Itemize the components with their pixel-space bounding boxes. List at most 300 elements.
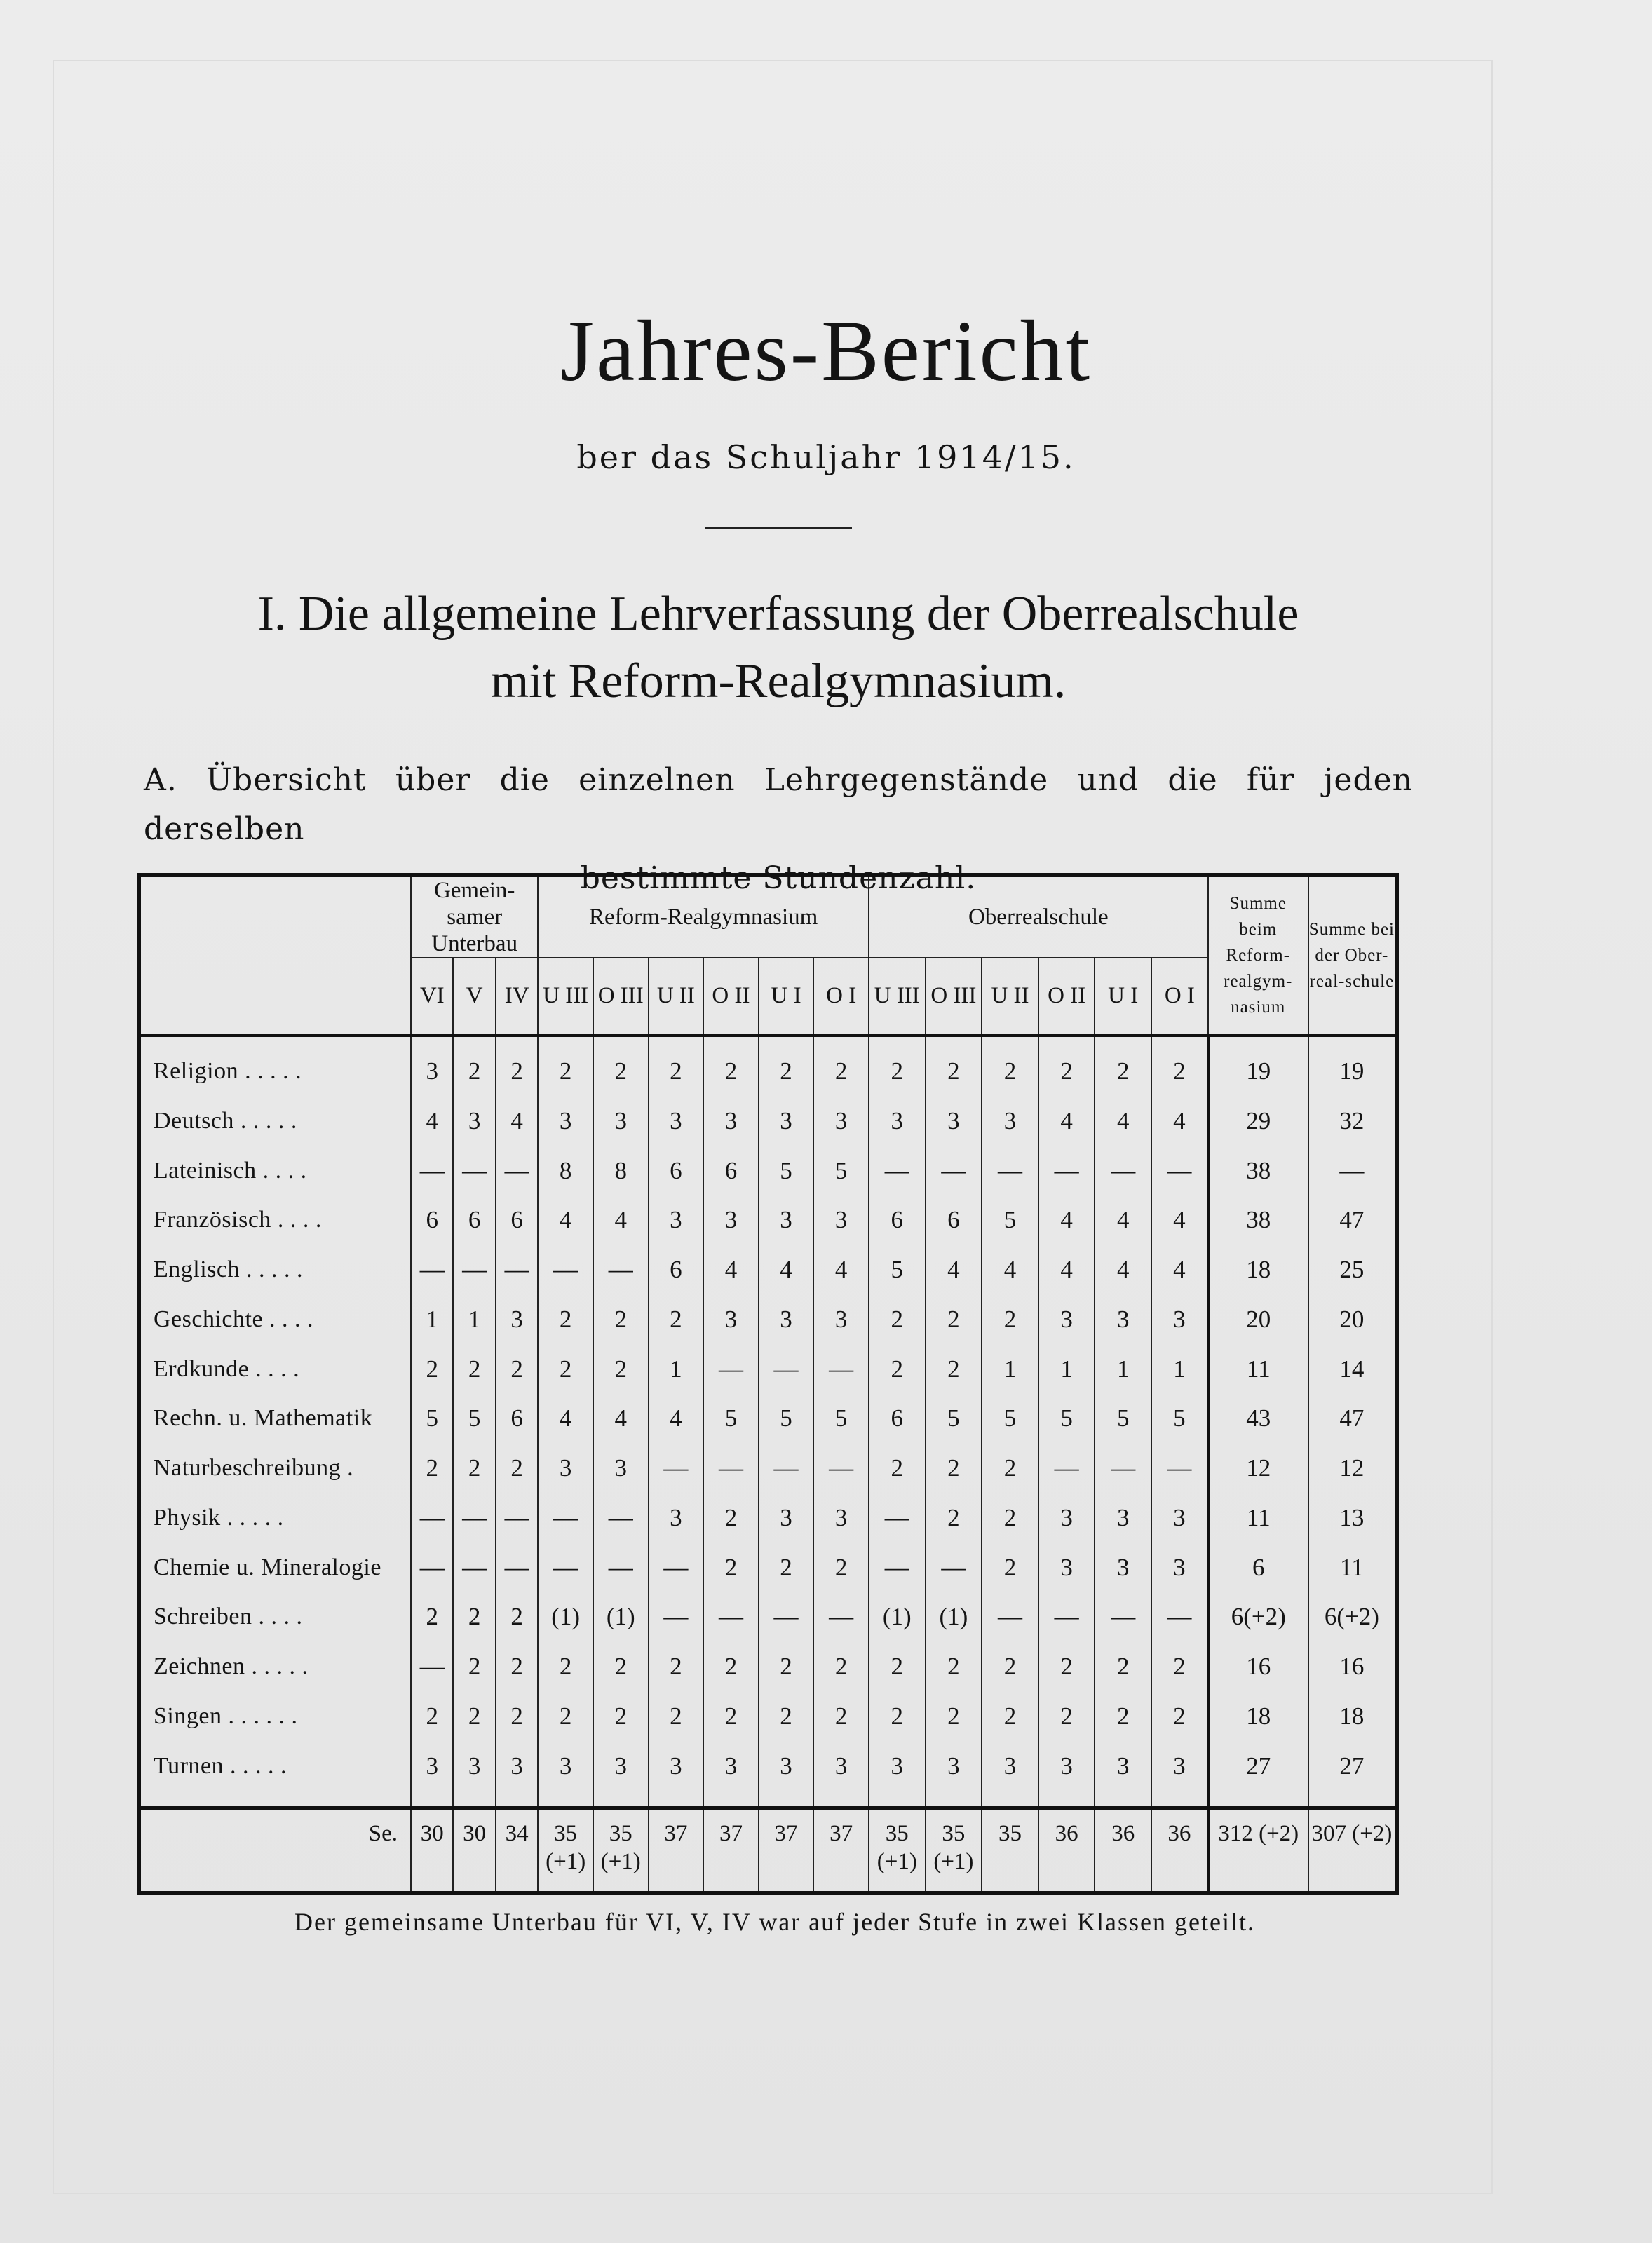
total-cell: 35 (+1) <box>593 1808 649 1893</box>
sum-reform-cell: 11 <box>1208 1344 1308 1394</box>
intro-line: bestimmte Stundenzahl. <box>580 860 977 896</box>
hours-cell: 4 <box>982 1245 1038 1295</box>
hours-cell: — <box>869 1146 926 1195</box>
sum-ober-cell: 6(+2) <box>1308 1592 1397 1642</box>
hours-cell: 2 <box>926 1344 982 1394</box>
total-label: Se. <box>139 1808 411 1893</box>
group-header-unterbau: Gemein-samer Unterbau <box>411 875 538 958</box>
sum-reform-cell: 38 <box>1208 1146 1308 1195</box>
hours-cell: — <box>1095 1146 1151 1195</box>
hours-cell: 2 <box>813 1642 869 1692</box>
hours-cell: 3 <box>813 1295 869 1345</box>
hours-cell: 2 <box>1038 1692 1095 1742</box>
hours-cell: 5 <box>926 1394 982 1444</box>
hours-cell: 3 <box>1095 1493 1151 1543</box>
hours-cell: 3 <box>649 1096 704 1146</box>
sum-ober-cell: 19 <box>1308 1035 1397 1096</box>
hours-cell: 3 <box>1151 1493 1208 1543</box>
document-title: Jahres-Bericht <box>560 303 1092 399</box>
hours-cell: — <box>453 1493 495 1543</box>
hours-cell: 4 <box>1038 1195 1095 1245</box>
hours-cell: — <box>1151 1146 1208 1195</box>
hours-cell: 3 <box>703 1096 759 1146</box>
hours-cell: 3 <box>453 1741 495 1808</box>
hours-cell: 2 <box>926 1295 982 1345</box>
hours-cell: 2 <box>411 1444 453 1493</box>
hours-cell: 3 <box>1095 1543 1151 1592</box>
hours-cell: — <box>411 1493 453 1543</box>
hours-cell: 2 <box>496 1444 538 1493</box>
hours-cell: 4 <box>593 1195 649 1245</box>
hours-cell: 2 <box>759 1642 814 1692</box>
subject-cell: Zeichnen . . . . . <box>139 1642 411 1692</box>
hours-cell: 6 <box>496 1195 538 1245</box>
hours-cell: 4 <box>1151 1245 1208 1295</box>
sum-ober-cell: 27 <box>1308 1741 1397 1808</box>
total-cell: 35 (+1) <box>538 1808 593 1893</box>
sum-reform-cell: 11 <box>1208 1493 1308 1543</box>
hours-cell: — <box>926 1543 982 1592</box>
hours-cell: 4 <box>1095 1096 1151 1146</box>
hours-cell: 5 <box>703 1394 759 1444</box>
hours-cell: 8 <box>538 1146 593 1195</box>
subject-cell: Chemie u. Mineralogie <box>139 1543 411 1592</box>
total-cell: 35 (+1) <box>869 1808 926 1893</box>
hours-cell: 2 <box>538 1692 593 1742</box>
sum-ober-header: Summe bei der Ober-real-schule <box>1308 875 1397 1035</box>
sum-reform-header: Summe beim Reform-realgym-nasium <box>1208 875 1308 1035</box>
hours-cell: — <box>1151 1444 1208 1493</box>
hours-cell: 5 <box>813 1146 869 1195</box>
hours-cell: 3 <box>926 1096 982 1146</box>
hours-cell: 2 <box>1095 1692 1151 1742</box>
hours-cell: — <box>649 1592 704 1642</box>
hours-cell: 4 <box>538 1394 593 1444</box>
table-row <box>139 1146 1397 1195</box>
hours-cell: 2 <box>453 1592 495 1642</box>
hours-cell: 2 <box>759 1035 814 1096</box>
hours-cell: 2 <box>496 1035 538 1096</box>
hours-cell: 3 <box>593 1444 649 1493</box>
hours-cell: 2 <box>538 1642 593 1692</box>
section-heading-line: I. Die allgemeine Lehrverfassung der Oberrealschule <box>257 587 1299 641</box>
hours-cell: 8 <box>593 1146 649 1195</box>
sum-reform-cell: 29 <box>1208 1096 1308 1146</box>
hours-cell: 2 <box>538 1344 593 1394</box>
hours-cell: 3 <box>1038 1543 1095 1592</box>
hours-cell: 2 <box>926 1493 982 1543</box>
hours-cell: 2 <box>411 1344 453 1394</box>
total-cell: 35 (+1) <box>926 1808 982 1893</box>
hours-cell: 2 <box>703 1692 759 1742</box>
sum-ober-cell: 25 <box>1308 1245 1397 1295</box>
hours-cell: — <box>869 1493 926 1543</box>
subject-cell: Deutsch . . . . . <box>139 1096 411 1146</box>
hours-cell: — <box>411 1642 453 1692</box>
hours-cell: 2 <box>813 1692 869 1742</box>
hours-cell: 2 <box>982 1444 1038 1493</box>
hours-cell: 2 <box>869 1642 926 1692</box>
hours-cell: 4 <box>1151 1096 1208 1146</box>
hours-cell: — <box>538 1493 593 1543</box>
total-sum-ober: 307 (+2) <box>1308 1808 1397 1893</box>
subject-cell: Religion . . . . . <box>139 1035 411 1096</box>
hours-cell: 6 <box>649 1245 704 1295</box>
hours-cell: 5 <box>982 1195 1038 1245</box>
section-heading <box>140 581 1416 715</box>
total-cell: 36 <box>1095 1808 1151 1893</box>
hours-cell: 3 <box>649 1741 704 1808</box>
hours-cell: 2 <box>813 1543 869 1592</box>
table-footnote: Der gemeinsame Unterbau für VI, V, IV war auf jeder Stufe in zwei Klassen geteilt. <box>294 1908 1255 1936</box>
hours-cell: 2 <box>1095 1035 1151 1096</box>
hours-cell: 3 <box>411 1741 453 1808</box>
hours-cell: 4 <box>649 1394 704 1444</box>
hours-cell: 3 <box>496 1295 538 1345</box>
column-header: U II <box>649 958 704 1035</box>
hours-cell: 3 <box>593 1096 649 1146</box>
hours-cell: — <box>926 1146 982 1195</box>
hours-cell: — <box>869 1543 926 1592</box>
hours-cell: 4 <box>1038 1096 1095 1146</box>
hours-cell: 3 <box>1038 1493 1095 1543</box>
hours-cell: 4 <box>1151 1195 1208 1245</box>
total-row <box>139 1808 1397 1893</box>
hours-cell: — <box>813 1444 869 1493</box>
hours-cell: — <box>496 1146 538 1195</box>
column-header: O III <box>593 958 649 1035</box>
hours-cell: 2 <box>649 1035 704 1096</box>
hours-cell: 5 <box>982 1394 1038 1444</box>
total-sum-reform: 312 (+2) <box>1208 1808 1308 1893</box>
hours-cell: 2 <box>982 1543 1038 1592</box>
hours-cell: — <box>496 1543 538 1592</box>
hours-cell: 3 <box>649 1195 704 1245</box>
hours-cell: 5 <box>759 1146 814 1195</box>
hours-cell: — <box>703 1592 759 1642</box>
hours-cell: 3 <box>1038 1741 1095 1808</box>
hours-cell: 2 <box>1151 1035 1208 1096</box>
hours-cell: 2 <box>982 1295 1038 1345</box>
hours-cell: — <box>813 1344 869 1394</box>
sum-reform-cell: 18 <box>1208 1245 1308 1295</box>
hours-cell: 2 <box>593 1692 649 1742</box>
sum-ober-cell: — <box>1308 1146 1397 1195</box>
hours-cell: 3 <box>703 1195 759 1245</box>
hours-cell: 3 <box>538 1096 593 1146</box>
subject-cell: Rechn. u. Mathematik <box>139 1394 411 1444</box>
table-row <box>139 1035 1397 1096</box>
sum-reform-cell: 19 <box>1208 1035 1308 1096</box>
hours-cell: — <box>496 1493 538 1543</box>
column-header: O II <box>703 958 759 1035</box>
hours-cell: 4 <box>1095 1195 1151 1245</box>
hours-cell: (1) <box>593 1592 649 1642</box>
hours-cell: 3 <box>759 1493 814 1543</box>
hours-cell: 2 <box>982 1642 1038 1692</box>
hours-cell: 2 <box>759 1692 814 1742</box>
hours-cell: 3 <box>1095 1741 1151 1808</box>
hours-cell: — <box>649 1444 704 1493</box>
hours-cell: — <box>982 1146 1038 1195</box>
hours-cell: — <box>982 1592 1038 1642</box>
table-row <box>139 1493 1397 1543</box>
sum-ober-cell: 13 <box>1308 1493 1397 1543</box>
document-subtitle: ber das Schuljahr 1914/15. <box>576 438 1076 476</box>
hours-cell: 2 <box>649 1295 704 1345</box>
hours-cell: 6 <box>649 1146 704 1195</box>
hours-cell: 3 <box>538 1741 593 1808</box>
hours-cell: — <box>593 1493 649 1543</box>
subject-cell: Erdkunde . . . . <box>139 1344 411 1394</box>
sum-reform-cell: 12 <box>1208 1444 1308 1493</box>
sum-reform-cell: 20 <box>1208 1295 1308 1345</box>
hours-cell: 2 <box>813 1035 869 1096</box>
hours-cell: 2 <box>1151 1642 1208 1692</box>
hours-cell: 2 <box>593 1344 649 1394</box>
hours-cell: — <box>759 1344 814 1394</box>
hours-cell: — <box>453 1245 495 1295</box>
hours-cell: 5 <box>1038 1394 1095 1444</box>
section-heading-line: mit Reform-Realgymnasium. <box>490 654 1067 708</box>
hours-cell: 5 <box>1151 1394 1208 1444</box>
hours-cell: — <box>538 1543 593 1592</box>
hours-cell: 4 <box>593 1394 649 1444</box>
sum-ober-cell: 12 <box>1308 1444 1397 1493</box>
hours-cell: 1 <box>411 1295 453 1345</box>
hours-cell: 4 <box>759 1245 814 1295</box>
hours-cell: 3 <box>496 1741 538 1808</box>
hours-cell: — <box>593 1543 649 1592</box>
hours-cell: 3 <box>1038 1295 1095 1345</box>
total-cell: 37 <box>759 1808 814 1893</box>
hours-cell: 3 <box>869 1741 926 1808</box>
hours-cell: — <box>703 1444 759 1493</box>
hours-cell: 2 <box>453 1692 495 1742</box>
hours-cell: 2 <box>703 1642 759 1692</box>
subject-cell: Physik . . . . . <box>139 1493 411 1543</box>
column-header: U I <box>1095 958 1151 1035</box>
hours-cell: 2 <box>593 1642 649 1692</box>
hours-cell: 2 <box>1095 1642 1151 1692</box>
hours-cell: 2 <box>926 1642 982 1692</box>
hours-cell: 3 <box>759 1295 814 1345</box>
subject-cell: Französisch . . . . <box>139 1195 411 1245</box>
hours-cell: 2 <box>926 1035 982 1096</box>
hours-cell: 5 <box>1095 1394 1151 1444</box>
sum-ober-cell: 47 <box>1308 1394 1397 1444</box>
hours-cell: 2 <box>453 1642 495 1692</box>
hours-cell: 5 <box>813 1394 869 1444</box>
hours-cell: 4 <box>703 1245 759 1295</box>
subject-cell: Englisch . . . . . <box>139 1245 411 1295</box>
total-cell: 30 <box>411 1808 453 1893</box>
total-cell: 35 <box>982 1808 1038 1893</box>
hours-cell: 2 <box>538 1035 593 1096</box>
group-header-oberrealschule: Oberrealschule <box>869 875 1208 958</box>
column-header: O I <box>1151 958 1208 1035</box>
hours-cell: 3 <box>759 1096 814 1146</box>
subject-cell: Lateinisch . . . . <box>139 1146 411 1195</box>
table-row <box>139 1692 1397 1742</box>
sum-reform-cell: 27 <box>1208 1741 1308 1808</box>
hours-cell: 2 <box>453 1035 495 1096</box>
hours-cell: 2 <box>453 1444 495 1493</box>
hours-cell: 1 <box>1038 1344 1095 1394</box>
hours-cell: 2 <box>496 1692 538 1742</box>
hours-cell: 6 <box>703 1146 759 1195</box>
hours-cell: 3 <box>1151 1543 1208 1592</box>
table-row <box>139 1295 1397 1345</box>
hours-cell: — <box>453 1543 495 1592</box>
sum-reform-cell: 43 <box>1208 1394 1308 1444</box>
hours-cell: 3 <box>411 1035 453 1096</box>
subject-cell: Singen . . . . . . <box>139 1692 411 1742</box>
column-header: O II <box>1038 958 1095 1035</box>
column-header: U II <box>982 958 1038 1035</box>
total-cell: 36 <box>1151 1808 1208 1893</box>
table-row <box>139 1394 1397 1444</box>
hours-cell: 4 <box>411 1096 453 1146</box>
column-header: U I <box>759 958 814 1035</box>
hours-cell: — <box>593 1245 649 1295</box>
hours-cell: (1) <box>538 1592 593 1642</box>
hours-cell: 6 <box>453 1195 495 1245</box>
hours-cell: 2 <box>453 1344 495 1394</box>
hours-cell: 6 <box>869 1195 926 1245</box>
column-header: V <box>453 958 495 1035</box>
table-row <box>139 1245 1397 1295</box>
hours-cell: — <box>759 1592 814 1642</box>
hours-cell: 2 <box>703 1493 759 1543</box>
hours-cell: 3 <box>813 1493 869 1543</box>
hours-cell: 4 <box>496 1096 538 1146</box>
hours-cell: — <box>411 1245 453 1295</box>
total-cell: 30 <box>453 1808 495 1893</box>
total-cell: 37 <box>703 1808 759 1893</box>
hours-cell: 2 <box>496 1592 538 1642</box>
column-header: U III <box>869 958 926 1035</box>
hours-cell: — <box>1095 1592 1151 1642</box>
hours-cell: 5 <box>759 1394 814 1444</box>
hours-cell: 5 <box>411 1394 453 1444</box>
hours-cell: — <box>1095 1444 1151 1493</box>
hours-cell: 2 <box>869 1035 926 1096</box>
sum-ober-cell: 14 <box>1308 1344 1397 1394</box>
hours-cell: 2 <box>869 1295 926 1345</box>
hours-cell: 3 <box>703 1295 759 1345</box>
hours-cell: 2 <box>982 1035 1038 1096</box>
hours-cell: 3 <box>813 1741 869 1808</box>
sum-reform-cell: 6(+2) <box>1208 1592 1308 1642</box>
table-row <box>139 1741 1397 1808</box>
sum-ober-cell: 20 <box>1308 1295 1397 1345</box>
table-row <box>139 1444 1397 1493</box>
hours-cell: 3 <box>1151 1295 1208 1345</box>
lesson-hours-table <box>137 873 1399 1895</box>
sum-ober-cell: 11 <box>1308 1543 1397 1592</box>
hours-cell: 3 <box>1151 1741 1208 1808</box>
column-header: VI <box>411 958 453 1035</box>
hours-cell: 1 <box>982 1344 1038 1394</box>
hours-cell: 2 <box>496 1642 538 1692</box>
subject-cell: Naturbeschreibung . <box>139 1444 411 1493</box>
hours-cell: 2 <box>926 1444 982 1493</box>
hours-cell: 2 <box>759 1543 814 1592</box>
sum-ober-cell: 32 <box>1308 1096 1397 1146</box>
hours-cell: (1) <box>869 1592 926 1642</box>
subject-cell: Schreiben . . . . <box>139 1592 411 1642</box>
table-row <box>139 1543 1397 1592</box>
hours-cell: — <box>759 1444 814 1493</box>
hours-cell: 6 <box>926 1195 982 1245</box>
hours-cell: 3 <box>982 1741 1038 1808</box>
hours-cell: 1 <box>453 1295 495 1345</box>
hours-cell: 1 <box>1151 1344 1208 1394</box>
hours-cell: 3 <box>759 1741 814 1808</box>
hours-cell: 6 <box>411 1195 453 1245</box>
column-header: IV <box>496 958 538 1035</box>
hours-cell: 2 <box>869 1444 926 1493</box>
divider <box>705 527 852 529</box>
hours-cell: — <box>453 1146 495 1195</box>
hours-cell: 2 <box>593 1295 649 1345</box>
hours-cell: 1 <box>1095 1344 1151 1394</box>
hours-cell: 2 <box>1038 1642 1095 1692</box>
hours-cell: 2 <box>411 1692 453 1742</box>
hours-cell: — <box>411 1146 453 1195</box>
subject-header <box>139 875 411 1035</box>
total-cell: 34 <box>496 1808 538 1893</box>
hours-cell: 2 <box>703 1035 759 1096</box>
sum-ober-cell: 16 <box>1308 1642 1397 1692</box>
table-row <box>139 1096 1397 1146</box>
hours-cell: 2 <box>982 1493 1038 1543</box>
hours-cell: — <box>1151 1592 1208 1642</box>
hours-cell: 1 <box>649 1344 704 1394</box>
hours-cell: 3 <box>982 1096 1038 1146</box>
hours-cell: 6 <box>869 1394 926 1444</box>
sum-ober-cell: 18 <box>1308 1692 1397 1742</box>
hours-cell: 2 <box>869 1692 926 1742</box>
sum-ober-cell: 47 <box>1308 1195 1397 1245</box>
hours-cell: 3 <box>649 1493 704 1543</box>
hours-cell: 2 <box>982 1692 1038 1742</box>
hours-cell: — <box>1038 1444 1095 1493</box>
total-cell: 37 <box>813 1808 869 1893</box>
hours-cell: — <box>649 1543 704 1592</box>
hours-cell: 2 <box>538 1295 593 1345</box>
table-row <box>139 1195 1397 1245</box>
hours-cell: 2 <box>869 1344 926 1394</box>
hours-cell: 3 <box>453 1096 495 1146</box>
hours-cell: 2 <box>703 1543 759 1592</box>
hours-cell: 3 <box>759 1195 814 1245</box>
hours-cell: — <box>411 1543 453 1592</box>
column-header: U III <box>538 958 593 1035</box>
intro-line: A. Übersicht über die einzelnen Lehrgegenstände und die für jeden derselben <box>144 762 1413 847</box>
hours-cell: 4 <box>1038 1245 1095 1295</box>
hours-cell: 3 <box>813 1195 869 1245</box>
total-cell: 37 <box>649 1808 704 1893</box>
subject-cell: Turnen . . . . . <box>139 1741 411 1808</box>
hours-cell: — <box>813 1592 869 1642</box>
hours-cell: 5 <box>453 1394 495 1444</box>
hours-cell: — <box>496 1245 538 1295</box>
hours-cell: 3 <box>593 1741 649 1808</box>
hours-cell: 2 <box>593 1035 649 1096</box>
total-cell: 36 <box>1038 1808 1095 1893</box>
